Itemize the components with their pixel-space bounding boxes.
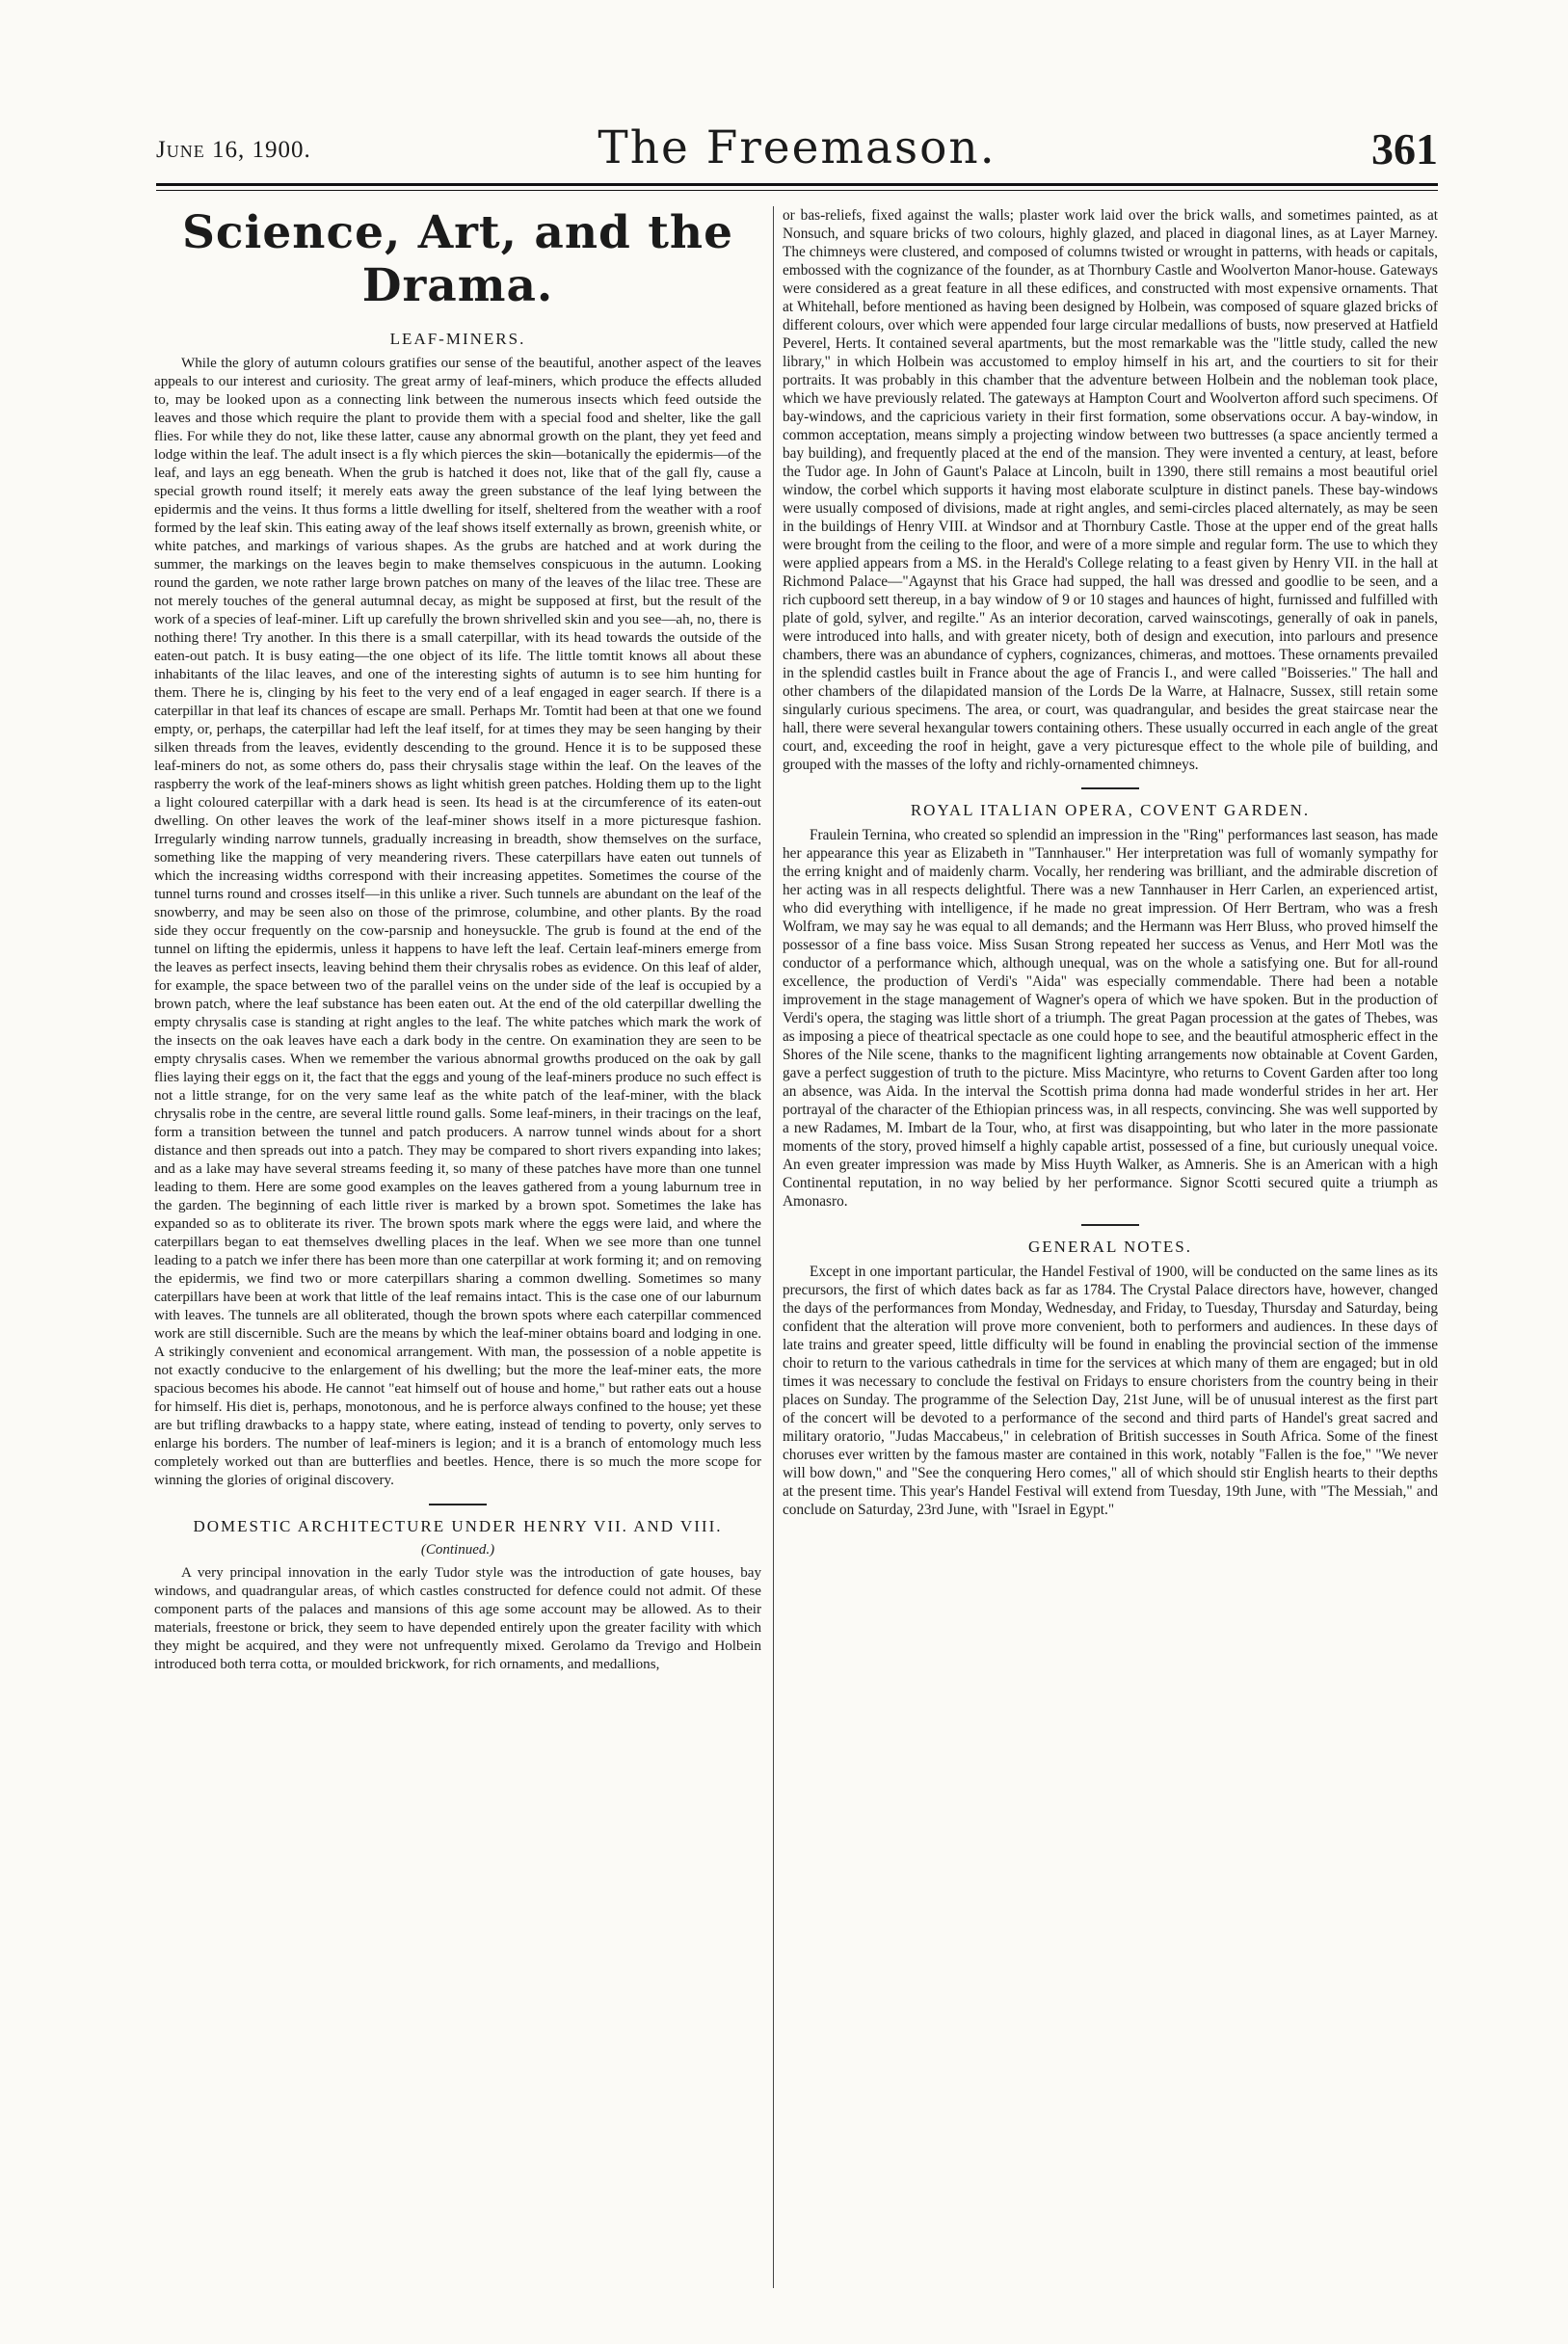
section-masthead: Science, Art, and the Drama.: [181, 206, 734, 312]
article-divider: [1081, 787, 1139, 789]
issue-date: June 16, 1900.: [156, 137, 311, 163]
leaf-miners-body: While the glory of autumn colours gratifies our sense of the beautiful, another aspect of the leaves appeals to our interest and curiosity. The great army of leaf-miners, which produce the effects alluded to, may be looked upon as a connecting link between the numerous insects which feed outside the leaves and those which require the plant to provide them with a special food and shelter, like the gall flies. For while they do not, like these latter, cause any abnormal growth on the plant, they yet feed and lodge within the leaf. The adult insect is a fly which pierces the skin—botanically the epidermis—of the leaf, and lays an egg beneath. When the grub is hatched it does not, like that of the gall fly, cause a special growth round itself; it merely eats away the green substance of the leaf lying between the epidermis and the veins. It thus forms a little dwelling for itself, sheltered from the weather with a roof formed by the leaf skin. This eating away of the leaf shows itself externally as brown, greenish white, or white patches, and markings of various shapes. As the grubs are hatched and at work during the summer, the markings on the leaves begin to make themselves conspicuous in the autumn. Looking round the garden, we note rather large brown patches on many of the leaves of the lilac tree. These are not merely touches of the general autumnal decay, as might be supposed at first, but the result of the work of a species of leaf-miner. Lift up carefully the brown shrivelled skin and you see—ah, no, there is nothing there! Try another. In this there is a small caterpillar, with its head towards the outside of the eaten-out patch. It is busy eating—the one object of its life. The little tomtit knows all about these inhabitants of the lilac leaves, and one of the interesting sights of autumn is to see him hunting for them. There he is, clinging by his feet to the very end of a leaf engaged in eager search. If there is a caterpillar in that leaf its chances of escape are small. Perhaps Mr. Tomtit had been at that one we found empty, or, perhaps, the caterpillar had left the leaf itself, for at times they may be seen hanging by their silken threads from the leaves, evidently descending to the ground. Hence it is to be supposed these leaf-miners do not, as some others do, pass their chrysalis stage within the leaf. On the leaves of the raspberry the work of the leaf-miners shows as light whitish green patches. Holding them up to the light a light coloured caterpillar with a dark head is seen. Its head is at the circumference of its eaten-out dwelling. On other leaves the work of the leaf-miner shows itself in a more picturesque fashion. Irregularly winding narrow tunnels, gradually increasing in breadth, show themselves on the surface, something like the mapping of very meandering rivers. These caterpillars have eaten out tunnels of which the increasing widths correspond with their increasing appetites. Sometimes the course of the tunnel turns round and crosses itself—in this unlike a river. Such tunnels are abundant on the leaf of the snowberry, and may be seen also on those of the primrose, columbine, and other plants. By the road side they occur frequently on the cow-parsnip and honeysuckle. The grub is found at the end of the tunnel on lifting the epidermis, unless it happens to have left the leaf. Certain leaf-miners emerge from the leaves as perfect insects, leaving behind them their chrysalis robes as evidence. On this leaf of alder, for example, the space between two of the parallel veins on the under side of the leaf is occupied by a brown patch, where the leaf substance has been eaten out. At the end of the old caterpillar dwelling the empty chrysalis case is standing at right angles to the leaf. The white patches which mark the work of the insects on the oak leaves have each a dark body in the centre. On examination they are seen to be empty chrysalis cases. When we remember the various abnormal growths produced on the oak by gall flies laying their eggs on it, the fact that the eggs and young of the leaf-miners produce no such effect is not a little strange, for on the very same leaf as the white patch of the leaf-miner, with the black chrysalis robe in the centre, are several little round galls. Some leaf-miners, in their tracings on the leaf, form a transition between the tunnel and patch producers. A narrow tunnel winds about for a short distance and then spreads out into a patch. They may be compared to short rivers expanding into lakes; and as a lake may have several streams feeding it, so many of these patches have more than one tunnel leading to them. Here are some good examples on the leaves gathered from a young laburnum tree in the garden. The beginning of each little river is marked by a brown spot. Sometimes the lake has expanded so as to obliterate its river. The brown spots mark where the eggs were laid, and where the caterpillars began to eat themselves dwelling places in the leaf. When we see more than one tunnel leading to a patch we infer there has been more than one caterpillar at work forming it; and on removing the epidermis, we find two or more caterpillars sharing a common dwelling. Sometimes so many caterpillars have been at work that little of the leaf remains intact. This is the case one of our laburnum with leaves. The tunnels are all obliterated, though the brown spots where each caterpillar commenced work are still discernible. Such are the means by which the leaf-miner obtains board and lodging in one. A strikingly convenient and economical arrangement. With man, the possession of a noble appetite is not exactly conducive to the enlargement of his dwelling; but the more the leaf-miner eats, the more spacious becomes his abode. He cannot "eat himself out of house and home," but rather eats out a house for himself. His diet is, perhaps, monotonous, and he is perforce always confined to the house; yet these are but trifling drawbacks to a happy state, where eating, instead of tending to poverty, only serves to enlarge his borders. The number of leaf-miners is legion; and it is a branch of entomology much less completely worked out than are butterflies and beetles. Hence, there is so much the more scope for winning the glories of original discovery.: [154, 356, 761, 1488]
page-header: [156, 121, 1438, 181]
page-number: 361: [1371, 124, 1438, 173]
left-column: [154, 206, 761, 1674]
header-rule-thick: [156, 183, 1438, 186]
header-rule-thin: [156, 190, 1438, 191]
leaf-miners-title: LEAF-MINERS.: [389, 330, 526, 348]
royal-italian-opera-body: Fraulein Ternina, who created so splendid an impression in the "Ring" performances last season, has made her appearance this year as Elizabeth in "Tannhauser." Her interpretation was full of womanly sympathy for the erring knight and of maidenly charm. Vocally, her rendering was brilliant, and the admirable discretion of her acting was in all respects delightful. There was a new Tannhauser in Herr Carlen, an experienced artist, who did everything with intelligence, if he made no great impression. Of Herr Bertram, who was a fresh Wolfram, we may say he was equal to all demands; and the Hermann was Herr Bluss, who proved himself the possessor of a fine bass voice. Miss Susan Strong repeated her success as Venus, and Herr Motl was the conductor of a performance which, although unequal, was on the whole a satisfying one. But for all-round excellence, the production of Verdi's "Aida" was especially commendable. There had been a notable improvement in the stage management of Wagner's opera of which we have spoken. But in the production of Verdi's opera, the staging was little short of a triumph. The great Pagan procession at the gates of Thebes, was as imposing a piece of theatrical spectacle as one could hope to see, and the beautiful atmospheric effect in the Shores of the Nile scene, thanks to the magnificent lighting arrangements now obtainable at Covent Garden, gave a perfect suggestion of truth to the picture. Miss Macintyre, who returns to Covent Garden after too long an absence, was Aida. In the interval the Scottish prima donna had made wonderful strides in her art. Her portrayal of the character of the Ethiopian princess was, in all respects, convincing. She was well supported by a new Radames, M. Imbart de la Tour, who, at first was disappointing, but who later in the more passionate moments of the story, proved himself a highly capable artist, possessed of a fine, but curiously unequal voice. An even greater impression was made by Miss Huyth Walker, as Amneris. She is an American with a high Continental reputation, in no way belied by her performance. Signor Scotti secured quite a triumph as Amonasro.: [783, 827, 1438, 1210]
article-divider: [429, 1504, 487, 1505]
domestic-architecture-subtitle: (Continued.): [420, 1542, 495, 1558]
domestic-architecture-title: DOMESTIC ARCHITECTURE UNDER HENRY VII. AND VIII.: [193, 1517, 723, 1535]
general-notes-title: GENERAL NOTES.: [1028, 1238, 1192, 1256]
right-column: [783, 206, 1438, 1519]
domestic-architecture-body-cont: or bas-reliefs, fixed against the walls; plaster work laid over the brick walls, and sometimes painted, as at Nonsuch, and square bricks of two colours, highly glazed, and placed in diagonal lines, as at Layer Marney. The chimneys were clustered, and composed of columns twisted or wrought in patterns, with heads or capitals, embossed with the cognizance of the founder, as at Thornbury Castle and Woolverton Manor-house. Gateways were considered as a great feature in all these edifices, and constructed with most expensive ornaments. That at Whitehall, before mentioned as having been designed by Holbein, was composed of square glazed bricks of different colours, over which were appended four large circular medallions of busts, now preserved at Hatfield Peverel, Herts. It contained several apartments, but the most remarkable was the "little study, called the new library," in which Holbein was accustomed to employ himself in his art, and the courtiers to sit for their portraits. It was probably in this chamber that the adventure between Holbein and the nobleman took place, which we have previously related. The gateways at Hampton Court and Woolverton afford such specimens. Of bay-windows, and the capricious variety in their first formation, some observations occur. A bay-window, in common acceptation, means simply a projecting window between two buttresses (a space anciently termed a bay building), and frequently placed at the end of the mansion. They were invented a century, at least, before the Tudor age. In John of Gaunt's Palace at Lincoln, built in 1390, there still remains a most beautiful oriel window, the corbel which supports it having most elaborate sculpture in distinct panels. These bay-windows were usually composed of divisions, made at right angles, and semi-circles placed alternately, as may be seen in the buildings of Henry VIII. at Windsor and at Thornbury Castle. Those at the upper end of the great halls were brought from the ceiling to the floor, and were of a more simple and regular form. The use to which they were applied appears from a MS. in the Herald's College relating to a feast given by Henry VII. in the hall at Richmond Palace—"Agaynst that his Grace had supped, the hall was dressed and goodlie to be seen, and a rich cupboord sett thereup, in a bay window of 9 or 10 stages and haunces of hight, furnissed and fulfilled with plate of gold, sylver, and regilte." As an interior decoration, carved wainscotings, generally of oak in panels, were introduced into halls, and with greater nicety, both of design and execution, into parlours and presence chambers, there was an abundance of cyphers, cognizances, chimeras, and mottoes. These ornaments prevailed in the splendid castles built in France about the age of Francis I., and were called "Boisseries." The hall and other chambers of the dilapidated mansion of the Lords De la Warre, at Halnacre, Sussex, still retain some singularly curious specimens. The area, or court, was quadrangular, and besides the great staircase near the hall, there were several hexangular towers containing others. These usually occurred in each angle of the great court, and, exceeding the roof in height, gave a very picturesque effect to the whole pile of building, and grouped with the masses of the lofty and richly-ornamented chimneys.: [783, 207, 1438, 773]
royal-italian-opera-title: ROYAL ITALIAN OPERA, COVENT GARDEN.: [910, 801, 1311, 819]
general-notes-body: Except in one important particular, the Handel Festival of 1900, will be conducted on the same lines as its precursors, the first of which dates back as far as 1784. The Crystal Palace directors have, however, changed the days of the performances from Monday, Wednesday, and Friday, to Tuesday, Thursday and Saturday, being confident that the alteration will prove more convenient, both to performers and audiences. In these days of late trains and greater speed, little difficulty will be found in enabling the provincial section of the immense choir to return to the various cathedrals in time for the services at which many of them are engaged; but in old times it was necessary to conclude the festival on Fridays to ensure choristers from the country being in their places on Sunday. The programme of the Selection Day, 21st June, will be of unusual interest as the first part of the concert will be devoted to a performance of the second and third parts of Handel's great sacred and military oratorio, "Judas Maccabeus," in celebration of British successes in South Africa. Some of the finest choruses ever written by the famous master are contained in this work, notably "Fallen is the foe," "We never will bow down," and "See the conquering Hero comes," all of which should stir English hearts to their depths at the present time. This year's Handel Festival will extend from Tuesday, 19th June, with "The Messiah," and conclude on Saturday, 23rd June, with "Israel in Egypt.": [783, 1264, 1438, 1518]
publication-title: The Freemason.: [598, 121, 997, 174]
column-divider: [773, 206, 774, 2288]
article-divider: [1081, 1224, 1139, 1226]
domestic-architecture-body-start: A very principal innovation in the early Tudor style was the introduction of gate houses, bay windows, and quadrangular areas, of which castles constructed for defence could not admit. Of these component parts of the palaces and mansions of this age some account may be allowed. As to their materials, freestone or brick, they seem to have depended entirely upon the greater facility with which they might be acquired, and they were not unfrequently mixed. Gerolamo da Trevigo and Holbein introduced both terra cotta, or moulded brickwork, for rich ornaments, and medallions,: [154, 1565, 761, 1672]
